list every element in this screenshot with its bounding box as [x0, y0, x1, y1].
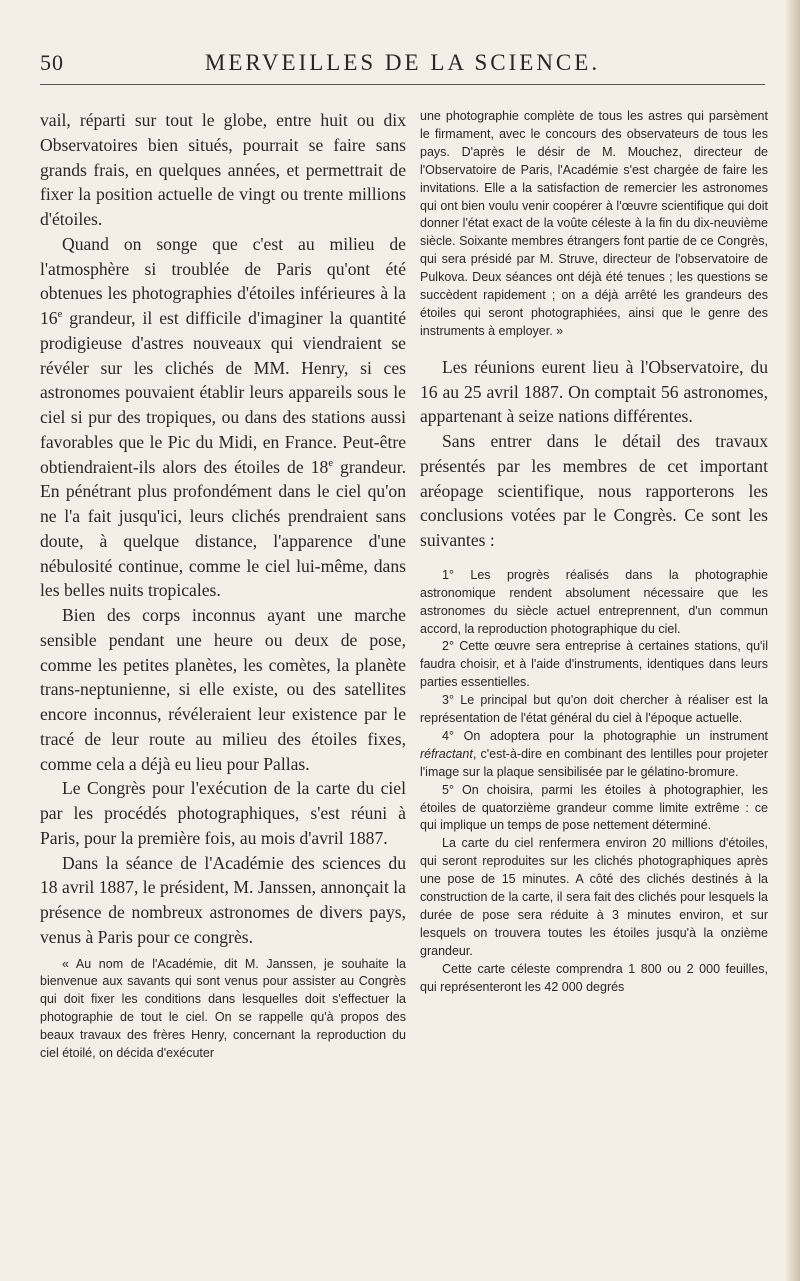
paragraph-sans-entrer: Sans entrer dans le détail des travaux présentés par les membres de cet important aréopage scientifique, nous rapporterons les conclusions votées par le Congrès. Ce sont les suivantes :	[420, 431, 768, 551]
quote-janssen: « Au nom de l'Académie, dit M. Janssen, je souhaite la bienvenue aux savants qui sont venus pour assister au Congrès qui doit fixer les conditions dans lesquelles doit s'effectuer la photographie de tout le ciel. On se rappelle qu'à propos des beaux travaux des frères Henry, concernant la reproduction du ciel étoilé, on décida d'exécuter	[40, 956, 406, 1061]
paragraph-reunions: Les réunions eurent lieu à l'Observatoire, du 16 au 25 avril 1887. On comptait 56 astronomes, appartenant à seize nations différentes.	[420, 356, 768, 427]
list-item: 2° Cette œuvre sera entreprise à certaines stations, qu'il faudra choisir, et à l'aide d'instruments, identiques dans leurs parties essentielles.	[420, 639, 768, 690]
paragraph-seance: Dans la séance de l'Académie des sciences du 18 avril 1887, le président, M. Janssen, annonçait la présence de nombreux astronomes de divers pays, venus à Paris pour ce congrès.	[40, 852, 406, 947]
list-item: 5° On choisira, parmi les étoiles à photographier, les étoiles de quatorzième grandeur comme limite extrême : ce qui implique un temps de pose nettement déterminé.	[420, 782, 768, 833]
paragraph-travail: vail, réparti sur tout le globe, entre huit ou dix Observatoires bien situés, pourrait se faire sans grands frais, en quelques années, et permettrait de fixer la position actuelle de vingt ou trente millions d'étoiles.	[40, 110, 406, 229]
paragraph-congres: Le Congrès pour l'exécution de la carte du ciel par les procédés photographiques, s'est réuni à Paris, pour la première fois, au mois d'avril 1887.	[40, 778, 406, 848]
list-item: 1° Les progrès réalisés dans la photographie astronomique rendent absolument nécessaire que les astronomes du siècle actuel entreprennent, d'un commun accord, la reproduction photographique du ciel.	[420, 567, 768, 636]
quote-continuation: une photographie complète de tous les astres qui parsèment le firmament, avec le concours des observateurs de tous les pays. D'après le désir de M. Mouchez, directeur de l'Observatoire de Paris, l'Académie s'est chargée de faire les invitations. Elle a la satisfaction de remercier les astronomes qui ont bien voulu venir coopérer à l'œuvre scientifique qui doit donner l'état exact de la voûte céleste à la fin du dix-neuvième siècle. Soixante membres étrangers font partie de ce Congrès, qui sera présidé par M. Struve, directeur de l'observatoire de Pulkova. Deux séances ont déjà été tenues ; les questions se succèdent rapidement ; on a déjà arrêté les grandeurs des étoiles qui seront photographiées, ainsi que le genre des instruments à employer. »	[420, 109, 768, 338]
list-item: 3° Le principal but qu'on doit chercher à réaliser est la représentation de l'état général du ciel à l'époque actuelle.	[420, 693, 768, 726]
page-number: 50	[40, 50, 64, 75]
list-item: 4° On adoptera pour la photographie un instrument réfractant, c'est-à-dire en combinant des lentilles pour projeter l'image sur la plaque sensibilisée par le gélatino-bromure.	[420, 728, 768, 779]
running-title: MERVEILLES DE LA SCIENCE.	[204, 50, 601, 75]
page-header	[40, 50, 765, 80]
paragraph-atmosphere: Quand on songe que c'est au milieu de l'atmosphère si troublée de Paris qu'ont été obtenues les photographies d'étoiles inférieures à la 16e grandeur, il est difficile d'imaginer la quantité prodigieuse d'astres nouveaux qui viendraient se révéler sur les clichés de MM. Henry, si ces astronomes pouvaient établir leurs appareils sous le ciel si pur des tropiques, ou dans des stations aussi favorables que le Pic du Midi, en France. Peut-être obtiendraient-ils alors des étoiles de 18e grandeur. En pénétrant plus profondément dans le ciel qu'on ne l'a fait jusqu'ici, leurs clichés prendraient sans doute, à quelque distance, l'apparence d'une nébulosité continue, comme le ciel lui-même, dans les belles nuits tropicales.	[40, 233, 406, 601]
paragraph-carte-celeste: Cette carte céleste comprendra 1 800 ou 2 000 feuilles, qui représenteront les 42 000 degrés	[420, 961, 768, 994]
left-column	[40, 108, 406, 1063]
right-column	[420, 108, 768, 997]
conclusions-list	[420, 567, 768, 836]
paragraph-corps-inconnus: Bien des corps inconnus ayant une marche sensible pendant une heure ou deux de pose, comme les petites planètes, les comètes, la planète trans-neptunienne, si elle existe, ou des satellites encore inconnus, révéleraient leur existence par le tracé de leur route au milieu des étoiles fixes, comme cela a déjà eu lieu pour Pallas.	[40, 605, 406, 774]
paragraph-carte: La carte du ciel renfermera environ 20 millions d'étoiles, qui seront reproduites sur les clichés photographiques après une pose de 15 minutes. A côté des clichés destinés à la construction de la carte, il sera fait des clichés pour lesquels la durée de pose sera réduite à 3 minutes environ, et sur lesquels on trouvera toutes les étoiles jusqu'à la onzième grandeur.	[420, 836, 768, 958]
page-edge-shadow	[786, 0, 800, 1281]
header-rule	[40, 84, 765, 85]
